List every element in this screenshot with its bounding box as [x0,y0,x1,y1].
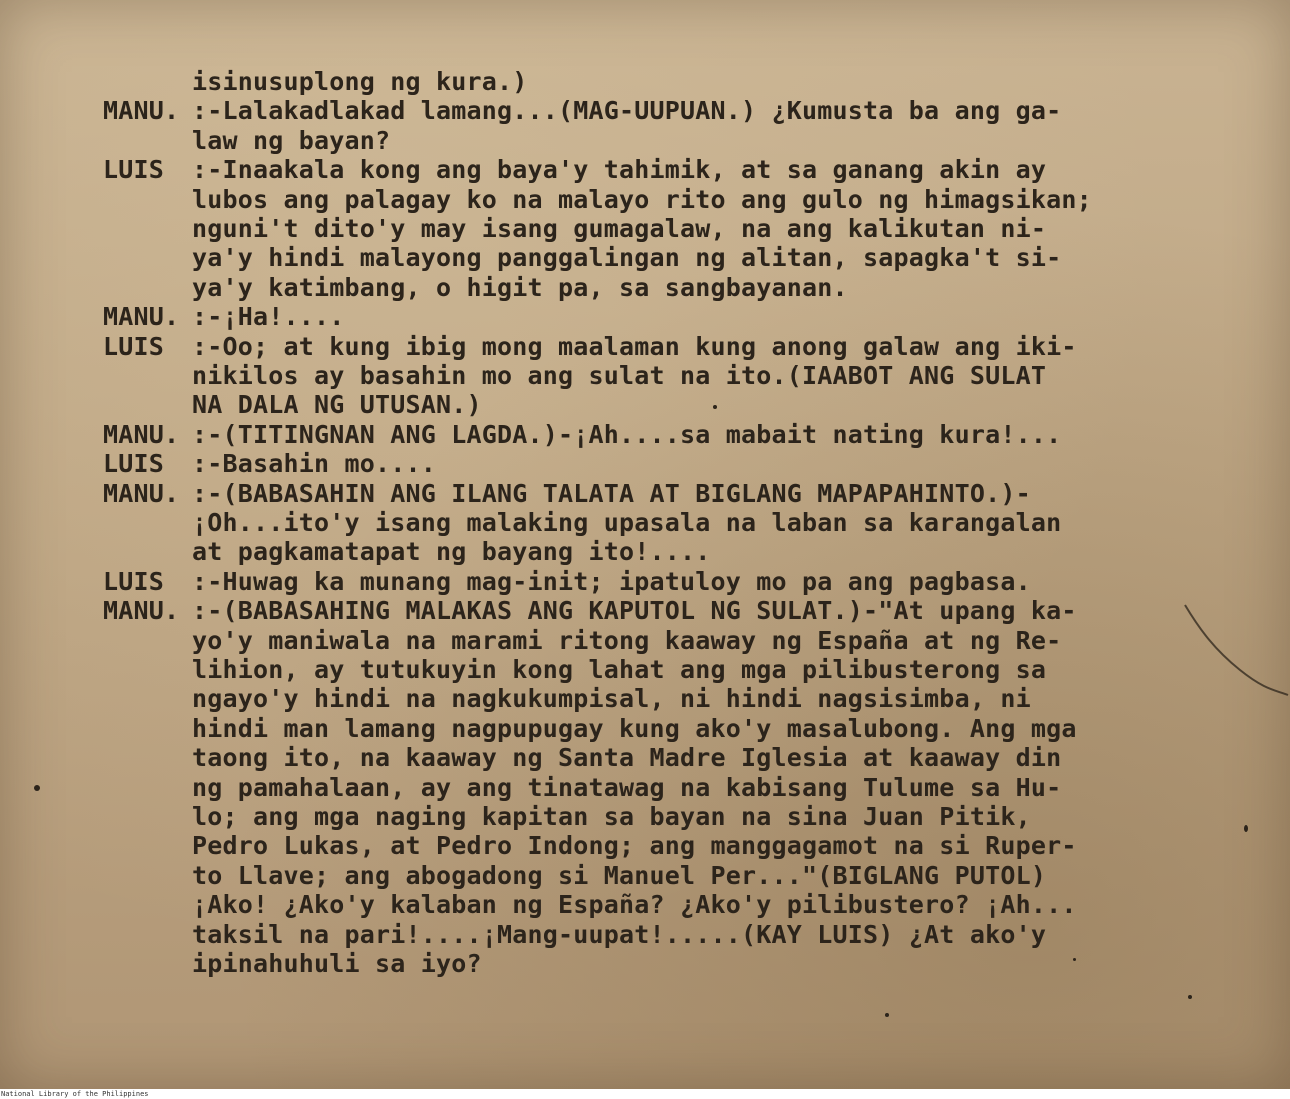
ink-speck [885,1013,889,1017]
script-line [0,714,1290,744]
dialogue-text: Pedro Lukas, at Pedro Indong; ang manggagamot na si Ruper- [192,831,1077,860]
dialogue-text: :-(BABASAHIN ANG ILANG TALATA AT BIGLANG MAPAPAHINTO.)- [192,479,1031,508]
ink-speck [34,785,40,791]
speaker-name: MANU. [103,302,180,331]
script-line [0,655,1290,685]
speaker-name: MANU. [103,96,180,125]
script-line [0,273,1290,303]
script-line [0,890,1290,920]
script-line [0,802,1290,832]
script-line [0,920,1290,950]
dialogue-text: :-¡Ha!.... [192,302,345,331]
dialogue-text: ¡Oh...ito'y isang malaking upasala na laban sa karangalan [192,508,1062,537]
library-credit: National Library of the Philippines [1,1090,149,1098]
dialogue-text: ya'y katimbang, o higit pa, sa sangbayanan. [192,273,848,302]
paper-crease-mark [1180,600,1290,700]
script-line [0,243,1290,273]
dialogue-text: :-Oo; at kung ibig mong maalaman kung anong galaw ang iki- [192,332,1077,361]
script-line [0,596,1290,626]
dialogue-text: :-Basahin mo.... [192,449,437,478]
speaker-name: LUIS [103,567,165,596]
script-line [0,96,1290,126]
script-line [0,949,1290,979]
dialogue-text: hindi man lamang nagpupugay kung ako'y masalubong. Ang mga [192,714,1077,743]
dialogue-text: to Llave; ang abogadong si Manuel Per..."(BIGLANG PUTOL) [192,861,1047,890]
dialogue-text: yo'y maniwala na marami ritong kaaway ng España at ng Re- [192,626,1062,655]
dialogue-text: ya'y hindi malayong panggalingan ng alitan, sapagka't si- [192,243,1062,272]
script-line [0,831,1290,861]
dialogue-text: law ng bayan? [192,126,391,155]
dialogue-text: at pagkamatapat ng bayang ito!.... [192,537,711,566]
dialogue-text: taong ito, na kaaway ng Santa Madre Iglesia at kaaway din [192,743,1062,772]
script-line [0,420,1290,450]
speaker-name: LUIS [103,332,165,361]
dialogue-text: ng pamahalaan, ay ang tinatawag na kabisang Tulume sa Hu- [192,773,1062,802]
speaker-name: MANU. [103,420,180,449]
script-line [0,361,1290,391]
script-line [0,302,1290,332]
script-line [0,214,1290,244]
script-line [0,332,1290,362]
ink-speck [1073,958,1076,961]
script-line [0,479,1290,509]
script-line [0,773,1290,803]
speaker-name: LUIS [103,449,165,478]
dialogue-text: :-Lalakadlakad lamang...(MAG-UUPUAN.) ¿Kumusta ba ang ga- [192,96,1062,125]
script-line [0,567,1290,597]
dialogue-text: isinusuplong ng kura.) [192,67,528,96]
dialogue-text: lo; ang mga naging kapitan sa bayan na sina Juan Pitik, [192,802,1031,831]
script-line [0,508,1290,538]
ink-speck [1244,825,1248,832]
dialogue-text: :-Inaakala kong ang baya'y tahimik, at sa ganang akin ay [192,155,1047,184]
dialogue-text: :-(BABASAHING MALAKAS ANG KAPUTOL NG SULAT.)-"At upang ka- [192,596,1077,625]
script-line [0,537,1290,567]
dialogue-text: :-Huwag ka munang mag-init; ipatuloy mo pa ang pagbasa. [192,567,1031,596]
dialogue-text: nikilos ay basahin mo ang sulat na ito.(IAABOT ANG SULAT [192,361,1047,390]
script-line [0,861,1290,891]
dialogue-text: ¡Ako! ¿Ako'y kalaban ng España? ¿Ako'y pilibustero? ¡Ah... [192,890,1077,919]
ink-speck [713,405,717,409]
dialogue-text: nguni't dito'y may isang gumagalaw, na ang kalikutan ni- [192,214,1047,243]
dialogue-text: ngayo'y hindi na nagkukumpisal, ni hindi nagsisimba, ni [192,684,1031,713]
script-line [0,185,1290,215]
ink-speck [1188,995,1192,999]
dialogue-text: lihion, ay tutukuyin kong lahat ang mga pilibusterong sa [192,655,1047,684]
speaker-name: MANU. [103,596,180,625]
script-line [0,390,1290,420]
speaker-name: MANU. [103,479,180,508]
dialogue-text: ipinahuhuli sa iyo? [192,949,482,978]
script-line [0,155,1290,185]
script-line [0,126,1290,156]
dialogue-text: taksil na pari!....¡Mang-uupat!.....(KAY LUIS) ¿At ako'y [192,920,1047,949]
script-line [0,743,1290,773]
dialogue-text: lubos ang palagay ko na malayo rito ang gulo ng himagsikan; [192,185,1092,214]
script-line [0,626,1290,656]
dialogue-text: :-(TITINGNAN ANG LAGDA.)-¡Ah....sa mabait nating kura!... [192,420,1062,449]
script-line [0,684,1290,714]
speaker-name: LUIS [103,155,165,184]
dialogue-text: NA DALA NG UTUSAN.) [192,390,482,419]
script-line [0,449,1290,479]
script-line [0,67,1290,97]
